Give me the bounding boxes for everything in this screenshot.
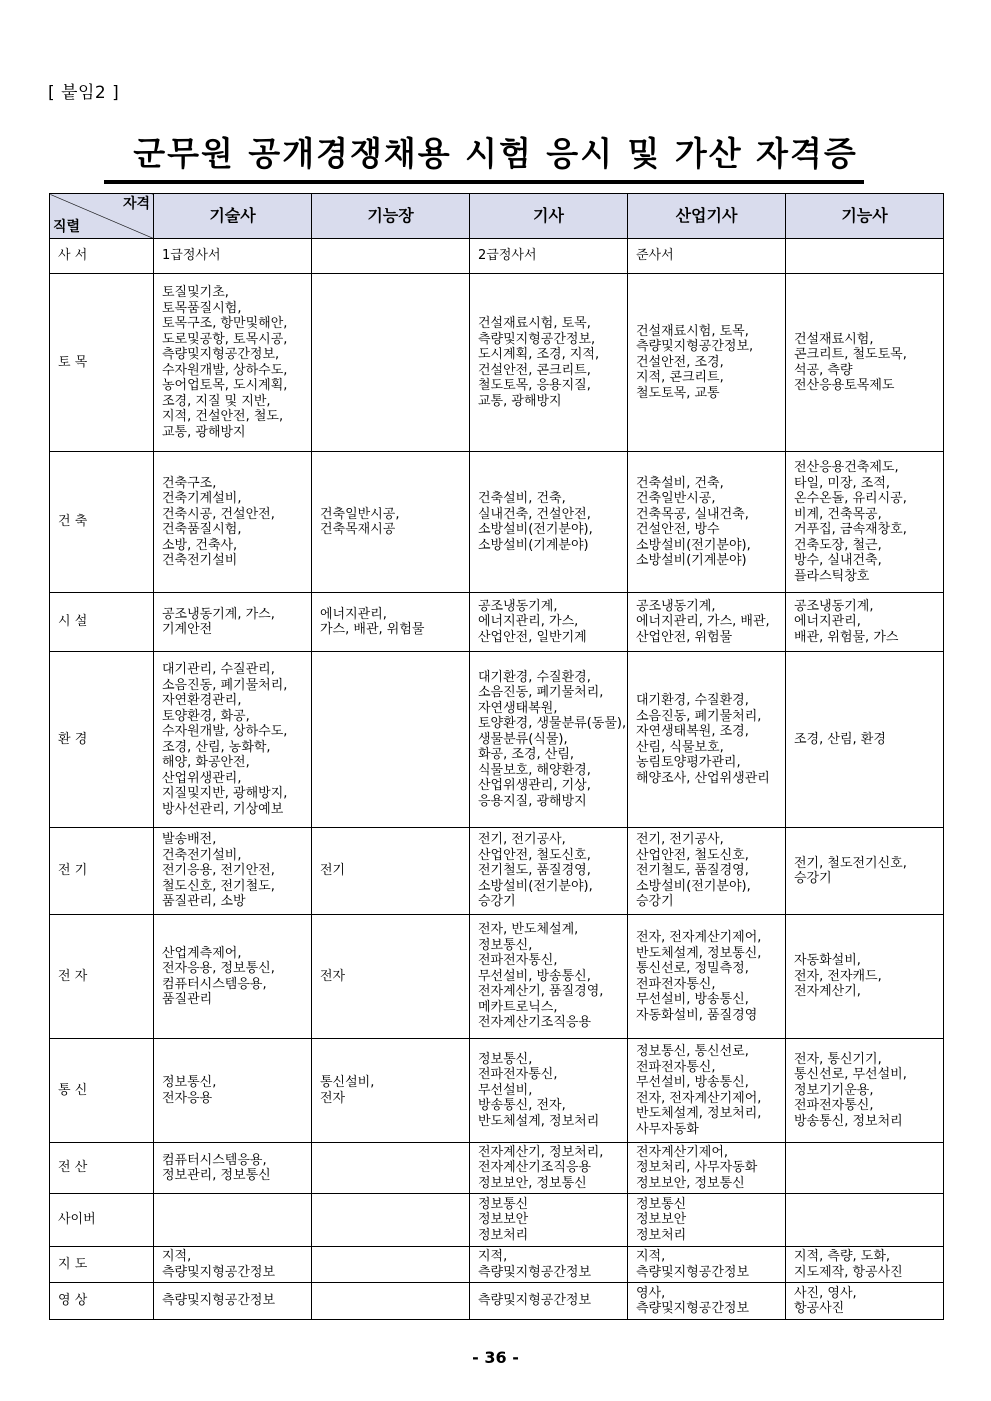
row-header-civil: 토 목 (50, 274, 154, 452)
col-header-craftsman: 기능사 (786, 194, 944, 239)
cell-telecom-engineer-qualification: 정보통신, 전파전자통신, 무선설비, 방송통신, 전자, 반도체설계, 정보처리 (470, 1039, 628, 1143)
cell-architecture-master-craftsman: 건축일반시공, 건축목재시공 (312, 452, 470, 593)
table-row-environment (50, 652, 944, 828)
cell-map-craftsman: 지적, 측량, 도화, 지도제작, 항공사진 (786, 1247, 944, 1283)
cell-environment-industrial-engineer: 대기환경, 수질환경, 소음진동, 폐기물처리, 자연생태복원, 조경, 산림, 식물보호, 농림토양평가관리, 해양조사, 산업위생관리 (628, 652, 786, 828)
row-header-facility: 시 설 (50, 593, 154, 652)
table-row-telecom (50, 1039, 944, 1143)
cell-telecom-engineer: 정보통신, 전자응용 (154, 1039, 312, 1143)
cell-map-industrial-engineer: 지적, 측량및지형공간정보 (628, 1247, 786, 1283)
col-header-industrial-engineer: 산업기사 (628, 194, 786, 239)
cell-telecom-industrial-engineer: 정보통신, 통신선로, 전파전자통신, 무선설비, 방송통신, 전자, 전자계산기제어, 반도체설계, 정보처리, 사무자동화 (628, 1039, 786, 1143)
table-row-electric (50, 828, 944, 915)
cell-architecture-industrial-engineer: 건축설비, 건축, 건축일반시공, 건축목공, 실내건축, 건설안전, 방수 소방설비(전기분야), 소방설비(기계분야) (628, 452, 786, 593)
cell-architecture-engineer-qualification: 건축설비, 건축, 실내건축, 건설안전, 소방설비(전기분야), 소방설비(기계분야) (470, 452, 628, 593)
cell-electric-industrial-engineer: 전기, 전기공사, 산업안전, 철도신호, 전기철도, 품질경영, 소방설비(전기분야), 승강기 (628, 828, 786, 915)
cell-computing-industrial-engineer: 전자계산기제어, 정보처리, 사무자동화 정보보안, 정보통신 (628, 1143, 786, 1194)
row-header-librarian: 사 서 (50, 239, 154, 274)
cell-environment-engineer-qualification: 대기환경, 수질환경, 소음진동, 폐기물처리, 자연생태복원, 토양환경, 생물분류(동물), 생물분류(식물), 화공, 조경, 산림, 식물보호, 해양환경, 산업위생관리, 기상, 응용지질, 광해방지 (470, 652, 628, 828)
cell-environment-craftsman: 조경, 산림, 환경 (786, 652, 944, 828)
cell-map-engineer: 지적, 측량및지형공간정보 (154, 1247, 312, 1283)
cell-civil-master-craftsman (312, 274, 470, 452)
row-header-cyber: 사이버 (50, 1194, 154, 1247)
table-row-architecture (50, 452, 944, 593)
cell-imaging-engineer-qualification: 측량및지형공간정보 (470, 1283, 628, 1320)
row-header-map: 지 도 (50, 1247, 154, 1283)
cell-librarian-industrial-engineer: 준사서 (628, 239, 786, 274)
cell-facility-craftsman: 공조냉동기계, 에너지관리, 배관, 위험물, 가스 (786, 593, 944, 652)
certificate-table (49, 193, 944, 1320)
cell-computing-master-craftsman (312, 1143, 470, 1194)
cell-architecture-engineer: 건축구조, 건축기계설비, 건축시공, 건설안전, 건축품질시험, 소방, 건축사, 건축전기설비 (154, 452, 312, 593)
cell-electronics-engineer-qualification: 전자, 반도체설계, 정보통신, 전파전자통신, 무선설비, 방송통신, 전자계산기, 품질경영, 메카트로닉스, 전자계산기조직응용 (470, 915, 628, 1039)
row-header-telecom: 통 신 (50, 1039, 154, 1143)
page-number: - 36 - (472, 1348, 519, 1367)
table-row-computing (50, 1143, 944, 1194)
cell-librarian-craftsman (786, 239, 944, 274)
cell-librarian-master-craftsman (312, 239, 470, 274)
cell-telecom-master-craftsman: 통신설비, 전자 (312, 1039, 470, 1143)
row-header-electronics: 전 자 (50, 915, 154, 1039)
cell-imaging-craftsman: 사진, 영사, 항공사진 (786, 1283, 944, 1320)
table-row-facility (50, 593, 944, 652)
cell-civil-engineer: 토질및기초, 토목품질시험, 토목구조, 항만및해안, 도로및공항, 토목시공, 측량및지형공간정보, 수자원개발, 상하수도, 농어업토목, 도시계획, 조경, 지질 및 지반, 지적, 건설안전, 철도, 교통, 광해방지 (154, 274, 312, 452)
table-row-civil (50, 274, 944, 452)
cell-civil-industrial-engineer: 건설재료시험, 토목, 측량및지형공간정보, 건설안전, 조경, 지적, 콘크리트, 철도토목, 교통 (628, 274, 786, 452)
cell-librarian-engineer-qualification: 2급정사서 (470, 239, 628, 274)
cell-electronics-master-craftsman: 전자 (312, 915, 470, 1039)
cell-imaging-industrial-engineer: 영사, 측량및지형공간정보 (628, 1283, 786, 1320)
row-header-computing: 전 산 (50, 1143, 154, 1194)
cell-facility-industrial-engineer: 공조냉동기계, 에너지관리, 가스, 배관, 산업안전, 위험물 (628, 593, 786, 652)
cell-facility-master-craftsman: 에너지관리, 가스, 배관, 위험물 (312, 593, 470, 652)
cell-map-engineer-qualification: 지적, 측량및지형공간정보 (470, 1247, 628, 1283)
cell-electronics-craftsman: 자동화설비, 전자, 전자캐드, 전자계산기, (786, 915, 944, 1039)
table-row-imaging (50, 1283, 944, 1320)
cell-computing-engineer: 컴퓨터시스템응용, 정보관리, 정보통신 (154, 1143, 312, 1194)
col-header-master-craftsman: 기능장 (312, 194, 470, 239)
cell-civil-engineer-qualification: 건설재료시험, 토목, 측량및지형공간정보, 도시계획, 조경, 지적, 건설안전, 콘크리트, 철도토목, 응용지질, 교통, 광해방지 (470, 274, 628, 452)
row-header-architecture: 건 축 (50, 452, 154, 593)
corner-label-qualification: 자격 (122, 196, 150, 212)
table-header-row (50, 194, 944, 239)
corner-header-cell (50, 194, 154, 239)
cell-electric-engineer-qualification: 전기, 전기공사, 산업안전, 철도신호, 전기철도, 품질경영, 소방설비(전기분야), 승강기 (470, 828, 628, 915)
table-row-map (50, 1247, 944, 1283)
cell-environment-master-craftsman (312, 652, 470, 828)
cell-cyber-master-craftsman (312, 1194, 470, 1247)
cell-imaging-engineer: 측량및지형공간정보 (154, 1283, 312, 1320)
attachment-label: [ 붙임2 ] (48, 83, 120, 103)
cell-electric-master-craftsman: 전기 (312, 828, 470, 915)
table-row-cyber (50, 1194, 944, 1247)
cell-architecture-craftsman: 전산응용건축제도, 타일, 미장, 조적, 온수온돌, 유리시공, 비계, 건축목공, 거푸집, 금속재창호, 건축도장, 철근, 방수, 실내건축, 플라스틱창호 (786, 452, 944, 593)
col-header-engineer-qualification: 기사 (470, 194, 628, 239)
cell-cyber-industrial-engineer: 정보통신 정보보안 정보처리 (628, 1194, 786, 1247)
corner-label-series: 직렬 (53, 218, 81, 235)
page-title: 군무원 공개경쟁채용 시험 응시 및 가산 자격증 (133, 134, 858, 173)
cell-imaging-master-craftsman (312, 1283, 470, 1320)
cell-electric-craftsman: 전기, 철도전기신호, 승강기 (786, 828, 944, 915)
cell-cyber-engineer-qualification: 정보통신 정보보안 정보처리 (470, 1194, 628, 1247)
col-header-engineer: 기술사 (154, 194, 312, 239)
cell-librarian-engineer: 1급정사서 (154, 239, 312, 274)
row-header-environment: 환 경 (50, 652, 154, 828)
cell-cyber-craftsman (786, 1194, 944, 1247)
cell-cyber-engineer (154, 1194, 312, 1247)
cell-computing-craftsman (786, 1143, 944, 1194)
title-underline (104, 180, 864, 184)
cell-map-master-craftsman (312, 1247, 470, 1283)
cell-electric-engineer: 발송배전, 건축전기설비, 전기응용, 전기안전, 철도신호, 전기철도, 품질관리, 소방 (154, 828, 312, 915)
cell-facility-engineer-qualification: 공조냉동기계, 에너지관리, 가스, 산업안전, 일반기계 (470, 593, 628, 652)
row-header-imaging: 영 상 (50, 1283, 154, 1320)
cell-telecom-craftsman: 전자, 통신기기, 통신선로, 무선설비, 정보기기운용, 전파전자통신, 방송통신, 정보처리 (786, 1039, 944, 1143)
table-row-librarian (50, 239, 944, 274)
cell-electronics-industrial-engineer: 전자, 전자계산기제어, 반도체설계, 정보통신, 통신선로, 정밀측정, 전파전자통신, 무선설비, 방송통신, 자동화설비, 품질경영 (628, 915, 786, 1039)
table-body (50, 239, 944, 1320)
cell-computing-engineer-qualification: 전자계산기, 정보처리, 전자계산기조직응용 정보보안, 정보통신 (470, 1143, 628, 1194)
row-header-electric: 전 기 (50, 828, 154, 915)
table-row-electronics (50, 915, 944, 1039)
cell-environment-engineer: 대기관리, 수질관리, 소음진동, 폐기물처리, 자연환경관리, 토양환경, 화공, 수자원개발, 상하수도, 조경, 산림, 농화학, 해양, 화공안전, 산업위생관리, 지질및지반, 광해방지, 방사선관리, 기상예보 (154, 652, 312, 828)
cell-facility-engineer: 공조냉동기계, 가스, 기계안전 (154, 593, 312, 652)
cell-electronics-engineer: 산업계측제어, 전자응용, 정보통신, 컴퓨터시스템응용, 품질관리 (154, 915, 312, 1039)
cell-civil-craftsman: 건설재료시험, 콘크리트, 철도토목, 석공, 측량 전산응용토목제도 (786, 274, 944, 452)
